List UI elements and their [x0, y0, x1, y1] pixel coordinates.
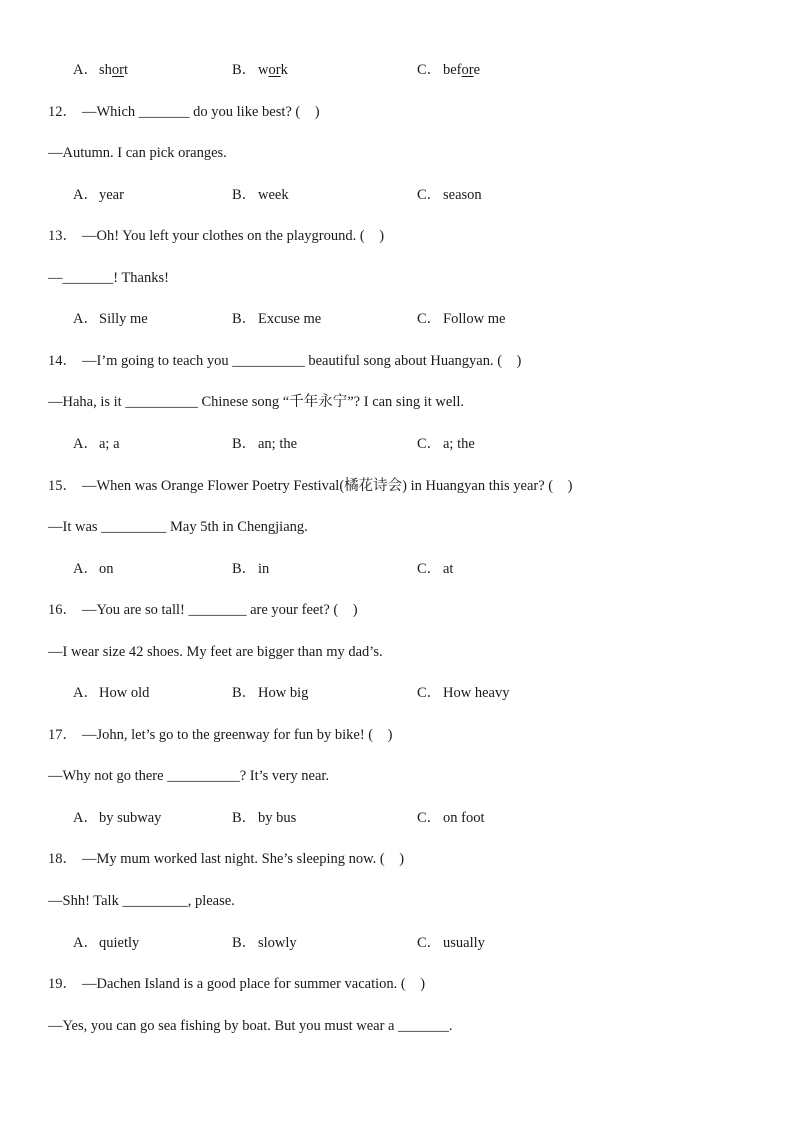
reply-line: [0, 642, 793, 662]
question-text: —My mum worked last night. She’s sleeping now. ( ): [82, 851, 405, 868]
reply-line: [0, 891, 793, 911]
option-text: w: [258, 62, 269, 78]
reply-text: —Yes, you can go sea fishing by boat. But you must wear a _______.: [48, 1017, 453, 1034]
option-letter: A．: [73, 809, 98, 826]
question-text: —When was Orange Flower Poetry Festival(橘花诗会) in Huangyan this year? ( ): [82, 477, 573, 494]
question-number: 17．: [48, 726, 77, 743]
question-text: —Oh! You left your clothes on the playground. ( ): [82, 228, 385, 245]
question-line: [0, 351, 793, 371]
reply-text: —Shh! Talk _________, please.: [48, 893, 235, 909]
option-b[interactable]: [232, 808, 296, 828]
reply-text: —Autumn. I can pick oranges.: [48, 145, 227, 162]
option-text: a; a: [99, 435, 120, 452]
option-b[interactable]: [232, 434, 297, 454]
option-b[interactable]: [232, 185, 289, 205]
option-letter: A．: [73, 934, 98, 951]
option-text: How heavy: [443, 685, 510, 702]
options-row: [0, 309, 793, 329]
question-line: [0, 725, 793, 745]
options-row: [0, 933, 793, 953]
options-row: [0, 559, 793, 579]
option-text: at: [443, 560, 454, 577]
question-line: [0, 226, 793, 246]
option-letter: B．: [232, 62, 257, 78]
option-letter: B．: [232, 186, 257, 203]
option-a[interactable]: [73, 434, 120, 454]
option-letter: B．: [232, 435, 257, 452]
reply-text: —Why not go there __________? It’s very near.: [48, 768, 330, 785]
option-letter: B．: [232, 311, 257, 328]
question-number: 12．: [48, 103, 77, 120]
option-text: bef: [443, 62, 462, 78]
option-text: usually: [443, 934, 485, 951]
question-text: —I’m going to teach you __________ beautiful song about Huangyan. ( ): [82, 352, 522, 369]
reply-line: [0, 268, 793, 288]
option-text: Silly me: [99, 311, 148, 328]
option-letter: B．: [232, 809, 257, 826]
reply-line: [0, 766, 793, 786]
option-b[interactable]: [232, 60, 288, 80]
option-a[interactable]: [73, 309, 148, 329]
options-row: [0, 808, 793, 828]
question-line: [0, 849, 793, 869]
option-text: season: [443, 186, 482, 203]
reply-line: [0, 143, 793, 163]
question-text: —Which _______ do you like best? ( ): [82, 103, 320, 120]
option-c[interactable]: [417, 559, 453, 579]
question-line: [0, 102, 793, 122]
option-a[interactable]: [73, 808, 161, 828]
option-letter: A．: [73, 685, 98, 702]
option-a[interactable]: [73, 683, 149, 703]
question-line: [0, 974, 793, 994]
reply-text: —It was _________ May 5th in Chengjiang.: [48, 519, 308, 536]
option-c[interactable]: [417, 434, 475, 454]
option-text: by subway: [99, 809, 162, 826]
option-text-end: e: [473, 62, 481, 78]
underlined-letters: or: [111, 62, 124, 78]
question-number: 13．: [48, 228, 77, 245]
question-line: [0, 600, 793, 620]
option-c[interactable]: [417, 60, 480, 80]
option-letter: A．: [73, 311, 98, 328]
underlined-letters: or: [461, 62, 474, 78]
option-a[interactable]: [73, 60, 128, 80]
option-letter: C．: [417, 685, 442, 702]
options-row: [0, 60, 793, 80]
option-text: on: [99, 560, 114, 577]
option-a[interactable]: [73, 933, 139, 953]
question-number: 16．: [48, 602, 77, 619]
option-text: sh: [99, 62, 112, 78]
option-letter: A．: [73, 62, 98, 78]
option-letter: B．: [232, 934, 257, 951]
reply-line: [0, 1016, 793, 1036]
option-letter: C．: [417, 62, 442, 78]
option-text: year: [99, 186, 124, 203]
option-a[interactable]: [73, 185, 124, 205]
question-text: —John, let’s go to the greenway for fun by bike! ( ): [82, 726, 393, 743]
option-text: How old: [99, 685, 150, 702]
options-row: [0, 683, 793, 703]
option-c[interactable]: [417, 309, 505, 329]
option-b[interactable]: [232, 933, 297, 953]
option-text: quietly: [99, 934, 140, 951]
underlined-letters: or: [268, 62, 281, 78]
option-text: Follow me: [443, 311, 506, 328]
reply-text: —Haha, is it __________ Chinese song “千年永宁”? I can sing it well.: [48, 394, 465, 411]
options-row: [0, 434, 793, 454]
option-b[interactable]: [232, 683, 308, 703]
option-letter: B．: [232, 560, 257, 577]
question-line: [0, 476, 793, 496]
option-c[interactable]: [417, 933, 485, 953]
options-row: [0, 185, 793, 205]
option-letter: A．: [73, 435, 98, 452]
option-letter: A．: [73, 186, 98, 203]
option-letter: B．: [232, 685, 257, 702]
option-text-end: k: [280, 62, 288, 78]
question-number: 14．: [48, 352, 77, 369]
option-b[interactable]: [232, 559, 269, 579]
option-b[interactable]: [232, 309, 321, 329]
option-text: Excuse me: [258, 311, 322, 328]
option-text: How big: [258, 685, 309, 702]
reply-text: —I wear size 42 shoes. My feet are bigger than my dad’s.: [48, 643, 383, 660]
option-text: an; the: [258, 435, 298, 452]
option-c[interactable]: [417, 185, 482, 205]
option-letter: C．: [417, 809, 442, 826]
reply-text: —_______! Thanks!: [48, 269, 169, 286]
option-letter: C．: [417, 560, 442, 577]
option-text: by bus: [258, 809, 297, 826]
option-letter: C．: [417, 186, 442, 203]
reply-line: [0, 392, 793, 412]
option-c[interactable]: [417, 683, 509, 703]
option-text: a; the: [443, 435, 475, 452]
option-text: in: [258, 560, 270, 577]
reply-line: [0, 517, 793, 537]
option-c[interactable]: [417, 808, 484, 828]
option-text: slowly: [258, 934, 297, 951]
question-text: —Dachen Island is a good place for summer vacation. ( ): [82, 976, 426, 993]
option-text-end: t: [124, 62, 129, 78]
option-letter: A．: [73, 560, 98, 577]
option-text: on foot: [443, 809, 485, 826]
option-letter: C．: [417, 435, 442, 452]
option-a[interactable]: [73, 559, 114, 579]
option-text: week: [258, 186, 289, 203]
question-number: 18．: [48, 851, 77, 868]
option-letter: C．: [417, 311, 442, 328]
question-text: —You are so tall! ________ are your feet? ( ): [82, 602, 358, 619]
question-number: 19．: [48, 976, 77, 993]
question-number: 15．: [48, 477, 77, 494]
option-letter: C．: [417, 934, 442, 951]
